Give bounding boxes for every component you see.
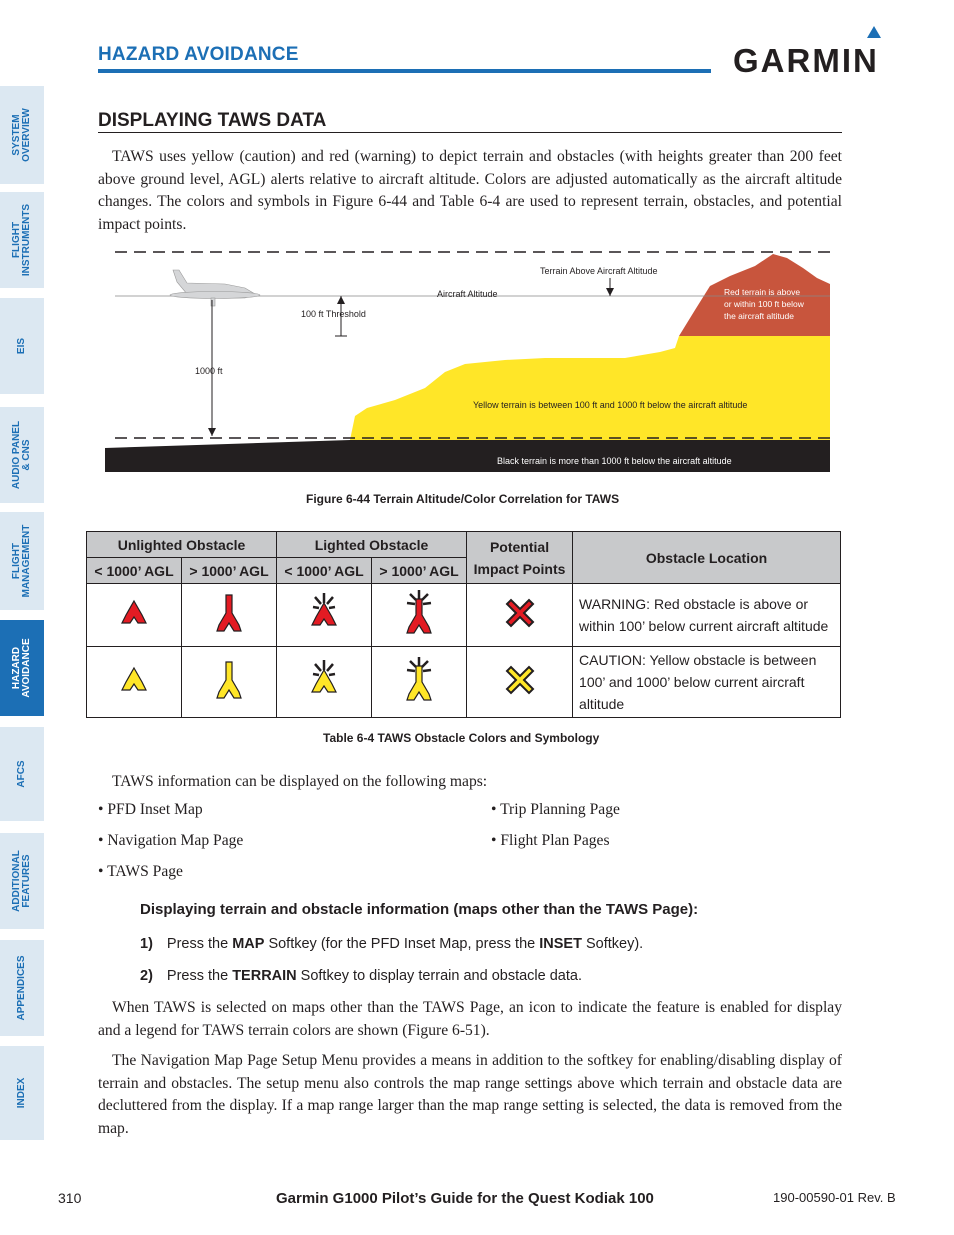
- header-unlighted-low: < 1000’ AGL: [87, 558, 182, 584]
- table-row-caution: [87, 647, 841, 718]
- obstacle-table: [86, 531, 841, 718]
- list-item: • Flight Plan Pages: [491, 832, 610, 849]
- sidebar-tab-appendices[interactable]: APPENDICES: [0, 940, 44, 1036]
- list-item: • Navigation Map Page: [98, 832, 244, 849]
- label-red-2: or within 100 ft below: [724, 299, 804, 309]
- procedure-step-2: 2) Press the TERRAIN Softkey to display terrain and obstacle data.: [140, 968, 582, 984]
- footer-title: Garmin G1000 Pilot’s Guide for the Quest Kodiak 100: [276, 1190, 654, 1207]
- section-title: HAZARD AVOIDANCE: [98, 44, 299, 65]
- list-item: • Trip Planning Page: [491, 801, 620, 818]
- svg-text:GARMIN: GARMIN: [733, 42, 879, 76]
- sidebar-tab-system-overview[interactable]: SYSTEM OVERVIEW: [0, 86, 44, 184]
- yellow-unlighted-high-icon: [209, 658, 249, 702]
- header-rule: [98, 69, 711, 73]
- yellow-unlighted-low-icon: [114, 660, 154, 700]
- label-1000ft: 1000 ft: [195, 366, 223, 376]
- sidebar-tab-hazard-avoidance[interactable]: HAZARD AVOIDANCE: [0, 620, 44, 716]
- sidebar-tab-afcs[interactable]: AFCS: [0, 727, 44, 821]
- garmin-logo: [733, 26, 898, 76]
- header-unlighted: Unlighted Obstacle: [87, 532, 277, 558]
- caution-description: CAUTION: Yellow obstacle is between 100’ and 1000’ below current aircraft altitude: [573, 647, 841, 718]
- heading-rule: [98, 132, 842, 133]
- header-unlighted-high: > 1000’ AGL: [182, 558, 277, 584]
- header-location: Obstacle Location: [573, 532, 841, 584]
- header-lighted-high: > 1000’ AGL: [372, 558, 467, 584]
- procedure-title: Displaying terrain and obstacle information (maps other than the TAWS Page):: [140, 901, 699, 918]
- sidebar-tab-audio-panel[interactable]: AUDIO PANEL & CNS: [0, 407, 44, 503]
- sidebar-tab-additional-features[interactable]: ADDITIONAL FEATURES: [0, 833, 44, 929]
- yellow-lighted-low-icon: [304, 658, 344, 702]
- list-item: • PFD Inset Map: [98, 801, 203, 818]
- red-lighted-high-icon: [399, 589, 439, 637]
- sidebar-tab-flight-management[interactable]: FLIGHT MANAGEMENT: [0, 512, 44, 610]
- red-impact-point-icon: [502, 595, 538, 631]
- list-item: • TAWS Page: [98, 863, 183, 880]
- label-red-1: Red terrain is above: [724, 287, 801, 297]
- header-lighted-low: < 1000’ AGL: [277, 558, 372, 584]
- label-yellow: Yellow terrain is between 100 ft and 1000 ft below the aircraft altitude: [473, 400, 748, 410]
- header-impact: Potential Impact Points: [467, 532, 573, 584]
- sidebar-tab-index[interactable]: INDEX: [0, 1046, 44, 1140]
- red-lighted-low-icon: [304, 591, 344, 635]
- intro-paragraph: TAWS uses yellow (caution) and red (warning) to depict terrain and obstacles (with heights greater than 200 feet above ground level, AGL) alerts relative to aircraft altitude. Colors are adjusted automatically as the aircraft altitude changes. The colors and symbols in Figure 6-44 and Table 6-4 are used to represent terrain, obstacles, and potential impact points.: [98, 148, 842, 233]
- yellow-impact-point-icon: [502, 662, 538, 698]
- doc-number: 190-00590-01 Rev. B: [773, 1190, 896, 1205]
- paragraph-setup-menu: The Navigation Map Page Setup Menu provides a means in addition to the softkey for enabling/disabling display of terrain and obstacles. The setup menu also controls the map range settings above which terrain and obstacle data are decluttered from the display. If a map range larger than the map range setting is selected, the data is removed from the map.: [98, 1052, 842, 1137]
- label-threshold: 100 ft Threshold: [301, 309, 366, 319]
- red-unlighted-low-icon: [114, 593, 154, 633]
- label-terrain-above: Terrain Above Aircraft Altitude: [540, 266, 658, 276]
- terrain-altitude-figure: [105, 248, 830, 472]
- table-row-warning: [87, 584, 841, 647]
- page-number: 310: [58, 1190, 82, 1206]
- table-caption: Table 6-4 TAWS Obstacle Colors and Symbology: [323, 731, 600, 745]
- label-red-3: the aircraft altitude: [724, 311, 794, 321]
- yellow-lighted-high-icon: [399, 656, 439, 704]
- red-unlighted-high-icon: [209, 591, 249, 635]
- sidebar-tab-eis[interactable]: EIS: [0, 298, 44, 394]
- sidebar-tab-flight-instruments[interactable]: FLIGHT INSTRUMENTS: [0, 192, 44, 288]
- label-black: Black terrain is more than 1000 ft below the aircraft altitude: [497, 456, 732, 466]
- page-heading: DISPLAYING TAWS DATA: [98, 110, 327, 131]
- header-lighted: Lighted Obstacle: [277, 532, 467, 558]
- maps-intro: TAWS information can be displayed on the following maps:: [112, 773, 488, 790]
- warning-description: WARNING: Red obstacle is above or within 100’ below current aircraft altitude: [573, 584, 841, 647]
- figure-caption: Figure 6-44 Terrain Altitude/Color Correlation for TAWS: [306, 492, 620, 506]
- label-aircraft-altitude: Aircraft Altitude: [437, 289, 498, 299]
- procedure-step-1: 1) Press the MAP Softkey (for the PFD Inset Map, press the INSET Softkey).: [140, 936, 644, 952]
- paragraph-taws-icon: When TAWS is selected on maps other than the TAWS Page, an icon to indicate the feature is enabled for display and a legend for TAWS terrain colors are shown (Figure 6-51).: [98, 999, 842, 1039]
- aircraft-icon: [170, 270, 260, 306]
- yellow-terrain: [350, 336, 830, 440]
